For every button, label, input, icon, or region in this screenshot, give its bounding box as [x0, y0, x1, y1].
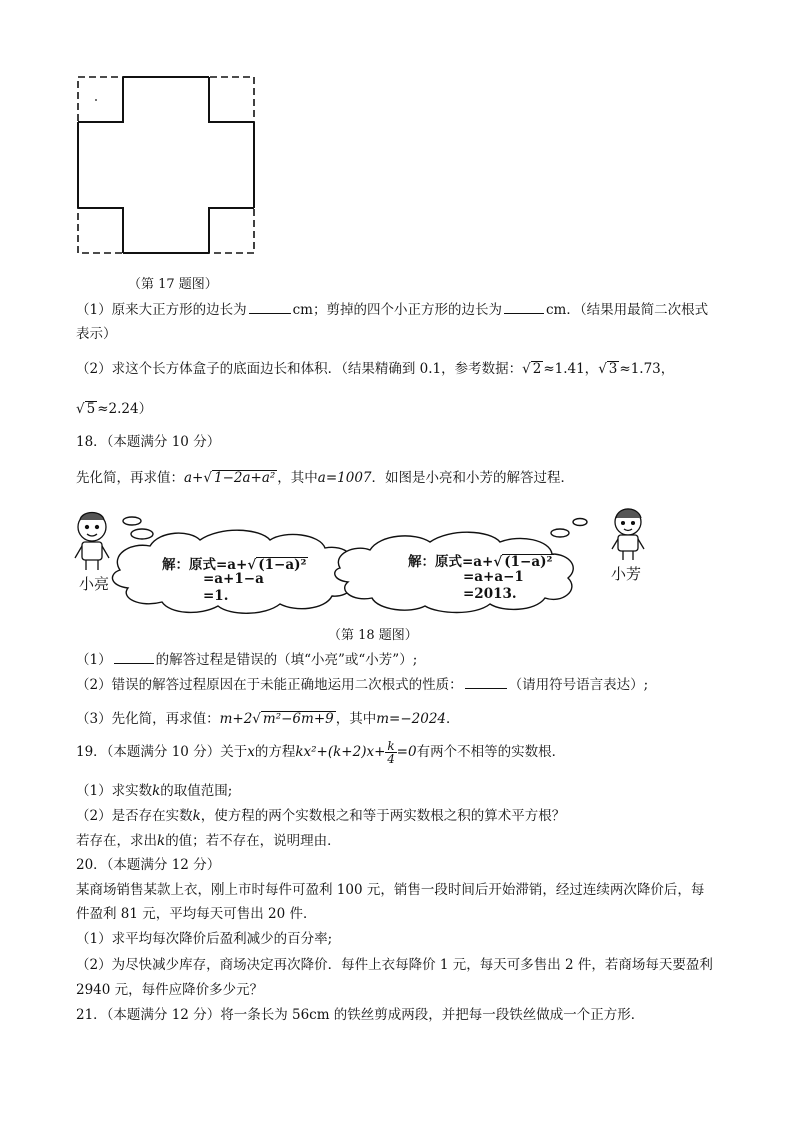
q20-part2: （2）为尽快减少库存，商场决定再次降价．每件上衣每降价 1 元，每天可多售出 2 件，若商场每天要盈利 [76, 957, 713, 973]
q20-text-2: 件盈利 81 元，平均每天可售出 20 件． [76, 906, 317, 922]
q17-part2-cont: √ 5 ≈2.24） [76, 401, 153, 417]
q18-part3: （3）先化简，再求值：m+2√ m²−6m+9 ，其中m=−2024． [76, 711, 460, 727]
q20-part2-cont: 2940 元，每件应降价多少元？ [76, 982, 264, 998]
q18-part2: （2）错误的解答过程原因在于未能正确地运用二次根式的性质： （请用符号语言表达）; [76, 677, 649, 693]
xiaoliang-step3: =1. [203, 588, 229, 604]
q18-header: 18．（本题满分 10 分） [76, 434, 221, 450]
figure-18-caption: （第 18 题图） [328, 628, 418, 643]
q19-header: 19．（本题满分 10 分）关于x的方程kx²+(k+2)x+ $\frac{k}{4}$ =0有两个不相等的实数根． [76, 739, 566, 766]
xiaofang-label: 小芳 [611, 565, 642, 583]
q17-part2: （2）求这个长方体盒子的底面边长和体积．（结果精确到 0.1，参考数据：√ 2 ≈1.41，√ 3 ≈1.73， [76, 361, 675, 377]
q21-header: 21．（本题满分 12 分）将一条长为 56cm 的铁丝剪成两段，并把每一段铁丝做成一个正方形． [76, 1007, 645, 1023]
xiaofang-step3: =2013. [463, 586, 517, 602]
q18-part1: （1） 的解答过程是错误的（填“小亮”或“小芳”）; [76, 652, 418, 668]
q19-part1: （1）求实数k的取值范围; [76, 783, 233, 799]
q19-part2-cont: 若存在，求出k的值；若不存在，说明理由． [76, 833, 341, 849]
figure-18 [70, 500, 660, 625]
figure-17-caption: （第 17 题图） [128, 277, 218, 292]
xiaoliang-step1: 解：原式=a+√ (1−a)² [162, 557, 307, 573]
q20-text-1: 某商场销售某款上衣，刚上市时每件可盈利 100 元，销售一段时间后开始滞销，经过连续两次降价后，每 [76, 882, 705, 898]
q19-part2: （2）是否存在实数k，使方程的两个实数根之和等于两实数根之积的算术平方根？ [76, 808, 566, 824]
xiaoliang-step2: =a+1−a [203, 571, 264, 587]
xiaoliang-label: 小亮 [79, 575, 110, 593]
q17-part1-cont: 表示） [76, 326, 117, 342]
q20-header: 20．（本题满分 12 分） [76, 857, 221, 873]
figure-17 [76, 75, 256, 255]
q17-part1: （1）原来大正方形的边长为 cm；剪掉的四个小正方形的边长为 cm．（结果用最简二次根式 [76, 302, 709, 318]
q20-part1: （1）求平均每次降价后盈利减少的百分率; [76, 931, 333, 947]
xiaofang-step2: =a+a−1 [463, 569, 524, 585]
q18-prompt: 先化简，再求值：a+√ 1−2a+a² ，其中a=1007．如图是小亮和小芳的解答过程． [76, 470, 575, 486]
xiaofang-step1: 解：原式=a+√ (1−a)² [408, 554, 553, 570]
